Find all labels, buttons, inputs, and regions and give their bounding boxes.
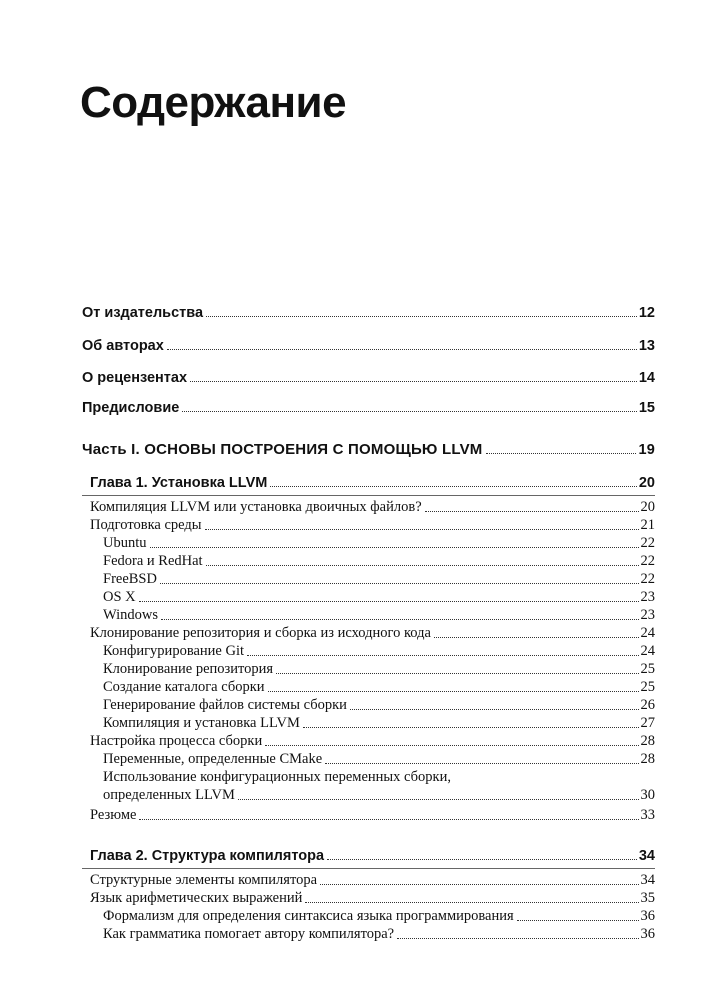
chapter-divider [82, 868, 655, 869]
toc-entry-label: Клонирование репозитория [103, 661, 274, 677]
toc-entry-subsection[interactable] [103, 607, 655, 624]
leader-dots [425, 511, 639, 512]
toc-entry-label: Глава 2. Структура компилятора [90, 848, 325, 864]
toc-entry-label: Как грамматика помогает автору компилятора? [103, 926, 395, 942]
toc-entry-label: Резюме [90, 807, 137, 823]
leader-dots [486, 453, 637, 454]
leader-dots [247, 655, 638, 656]
toc-page-number: 28 [640, 733, 655, 749]
toc-entry-section[interactable] [90, 807, 655, 824]
toc-entry-label: Формализм для определения синтаксиса языка программирования [103, 908, 514, 924]
leader-dots [325, 763, 638, 764]
toc-page-number: 25 [640, 679, 655, 695]
toc-entry-publisher[interactable] [82, 305, 655, 321]
toc-page-number: 14 [638, 370, 655, 386]
toc-entry-label: Windows [103, 607, 158, 623]
toc-page-number: 30 [640, 787, 655, 803]
chapter-divider [82, 495, 655, 496]
toc-entry-label: OS X [103, 589, 136, 605]
toc-entry-label: Настройка процесса сборки [90, 733, 263, 749]
toc-entry-chapter-2[interactable] [90, 848, 655, 864]
toc-page-number: 24 [640, 643, 655, 659]
leader-dots [303, 727, 639, 728]
toc-entry-label: Язык арифметических выражений [90, 890, 303, 906]
leader-dots [270, 486, 637, 487]
toc-page-number: 34 [638, 848, 655, 864]
toc-page-number: 25 [640, 661, 655, 677]
toc-page-number: 15 [638, 400, 655, 416]
toc-entry-subsection[interactable] [103, 643, 655, 660]
leader-dots [327, 859, 637, 860]
toc-entry-label: Создание каталога сборки [103, 679, 265, 695]
toc-page-number: 34 [640, 872, 655, 888]
toc-page-number: 13 [638, 338, 655, 354]
toc-entry-label: Клонирование репозитория и сборка из исходного кода [90, 625, 431, 641]
toc-entry-label: Предисловие [82, 400, 180, 416]
toc-entry-label-line1: Использование конфигурационных переменных сборки, [103, 769, 451, 785]
leader-dots [150, 547, 639, 548]
toc-page-number: 19 [638, 442, 655, 458]
leader-dots [397, 938, 638, 939]
toc-entry-subsection[interactable] [103, 926, 655, 943]
toc-entry-label: FreeBSD [103, 571, 157, 587]
toc-entry-chapter-1[interactable] [90, 475, 655, 491]
toc-entry-subsection[interactable] [103, 535, 655, 552]
leader-dots [238, 799, 639, 800]
leader-dots [190, 381, 637, 382]
toc-entry-section[interactable] [90, 499, 655, 516]
toc-entry-label: Структурные элементы компилятора [90, 872, 318, 888]
toc-entry-label-line2: определенных LLVM [103, 787, 235, 803]
toc-page-number: 24 [640, 625, 655, 641]
leader-dots [206, 316, 637, 317]
toc-entry-subsection[interactable] [103, 697, 655, 714]
toc-entry-label: Глава 1. Установка LLVM [90, 475, 268, 491]
toc-entry-subsection[interactable] [103, 661, 655, 678]
leader-dots [517, 920, 639, 921]
toc-entry-label: Конфигурирование Git [103, 643, 245, 659]
leader-dots [205, 529, 639, 530]
toc-entry-label: От издательства [82, 305, 204, 321]
leader-dots [434, 637, 639, 638]
page-title: Содержание [80, 78, 347, 127]
toc-entry-label: Часть I. ОСНОВЫ ПОСТРОЕНИЯ С ПОМОЩЬЮ LLVM [82, 441, 483, 458]
toc-entry-label: Ubuntu [103, 535, 147, 551]
leader-dots [305, 902, 638, 903]
leader-dots [276, 673, 638, 674]
toc-entry-subsection[interactable] [103, 751, 655, 768]
leader-dots [350, 709, 639, 710]
toc-page-number: 20 [640, 499, 655, 515]
toc-entry-label: Генерирование файлов системы сборки [103, 697, 347, 713]
leader-dots [139, 601, 639, 602]
toc-page-number: 27 [640, 715, 655, 731]
toc-page-number: 35 [640, 890, 655, 906]
toc-entry-section[interactable] [90, 733, 655, 750]
toc-entry-label: Компиляция и установка LLVM [103, 715, 300, 731]
leader-dots [161, 619, 639, 620]
toc-entry-subsection[interactable] [103, 571, 655, 588]
toc-page-number: 23 [640, 607, 655, 623]
leader-dots [167, 349, 637, 350]
leader-dots [182, 411, 637, 412]
toc-entry-part-1[interactable] [82, 441, 655, 458]
toc-page-number: 36 [640, 926, 655, 942]
toc-entry-label: Подготовка среды [90, 517, 202, 533]
toc-entry-subsection[interactable] [103, 908, 655, 925]
leader-dots [320, 884, 638, 885]
toc-page-number: 23 [640, 589, 655, 605]
toc-page-number: 22 [640, 553, 655, 569]
toc-entry-label: Fedora и RedHat [103, 553, 203, 569]
toc-page-number: 12 [638, 305, 655, 321]
toc-entry-label: Переменные, определенные CMake [103, 751, 323, 767]
leader-dots [206, 565, 639, 566]
toc-page-number: 22 [640, 571, 655, 587]
leader-dots [139, 819, 638, 820]
leader-dots [265, 745, 638, 746]
toc-page-number: 28 [640, 751, 655, 767]
toc-page-number: 36 [640, 908, 655, 924]
toc-page-number: 21 [640, 517, 655, 533]
toc-entry-section[interactable] [90, 625, 655, 642]
toc-entry-preface[interactable] [82, 400, 655, 416]
toc-entry-reviewers[interactable] [82, 370, 655, 386]
toc-entry-section[interactable] [90, 890, 655, 907]
toc-entry-subsection[interactable] [103, 589, 655, 606]
toc-entry-subsection[interactable] [103, 715, 655, 732]
toc-entry-subsection[interactable] [103, 679, 655, 696]
toc-entry-subsection[interactable] [103, 787, 655, 804]
toc-entry-authors[interactable] [82, 338, 655, 354]
toc-entry-section[interactable] [90, 517, 655, 534]
toc-entry-section[interactable] [90, 872, 655, 889]
toc-entry-label: О рецензентах [82, 370, 188, 386]
toc-entry-label: Об авторах [82, 338, 164, 354]
toc-page-number: 22 [640, 535, 655, 551]
leader-dots [160, 583, 639, 584]
toc-entry-subsection[interactable] [103, 553, 655, 570]
toc-page-number: 26 [640, 697, 655, 713]
toc-entry-label: Компиляция LLVM или установка двоичных файлов? [90, 499, 422, 515]
toc-page-number: 33 [640, 807, 655, 823]
leader-dots [268, 691, 639, 692]
toc-page-number: 20 [638, 475, 655, 491]
